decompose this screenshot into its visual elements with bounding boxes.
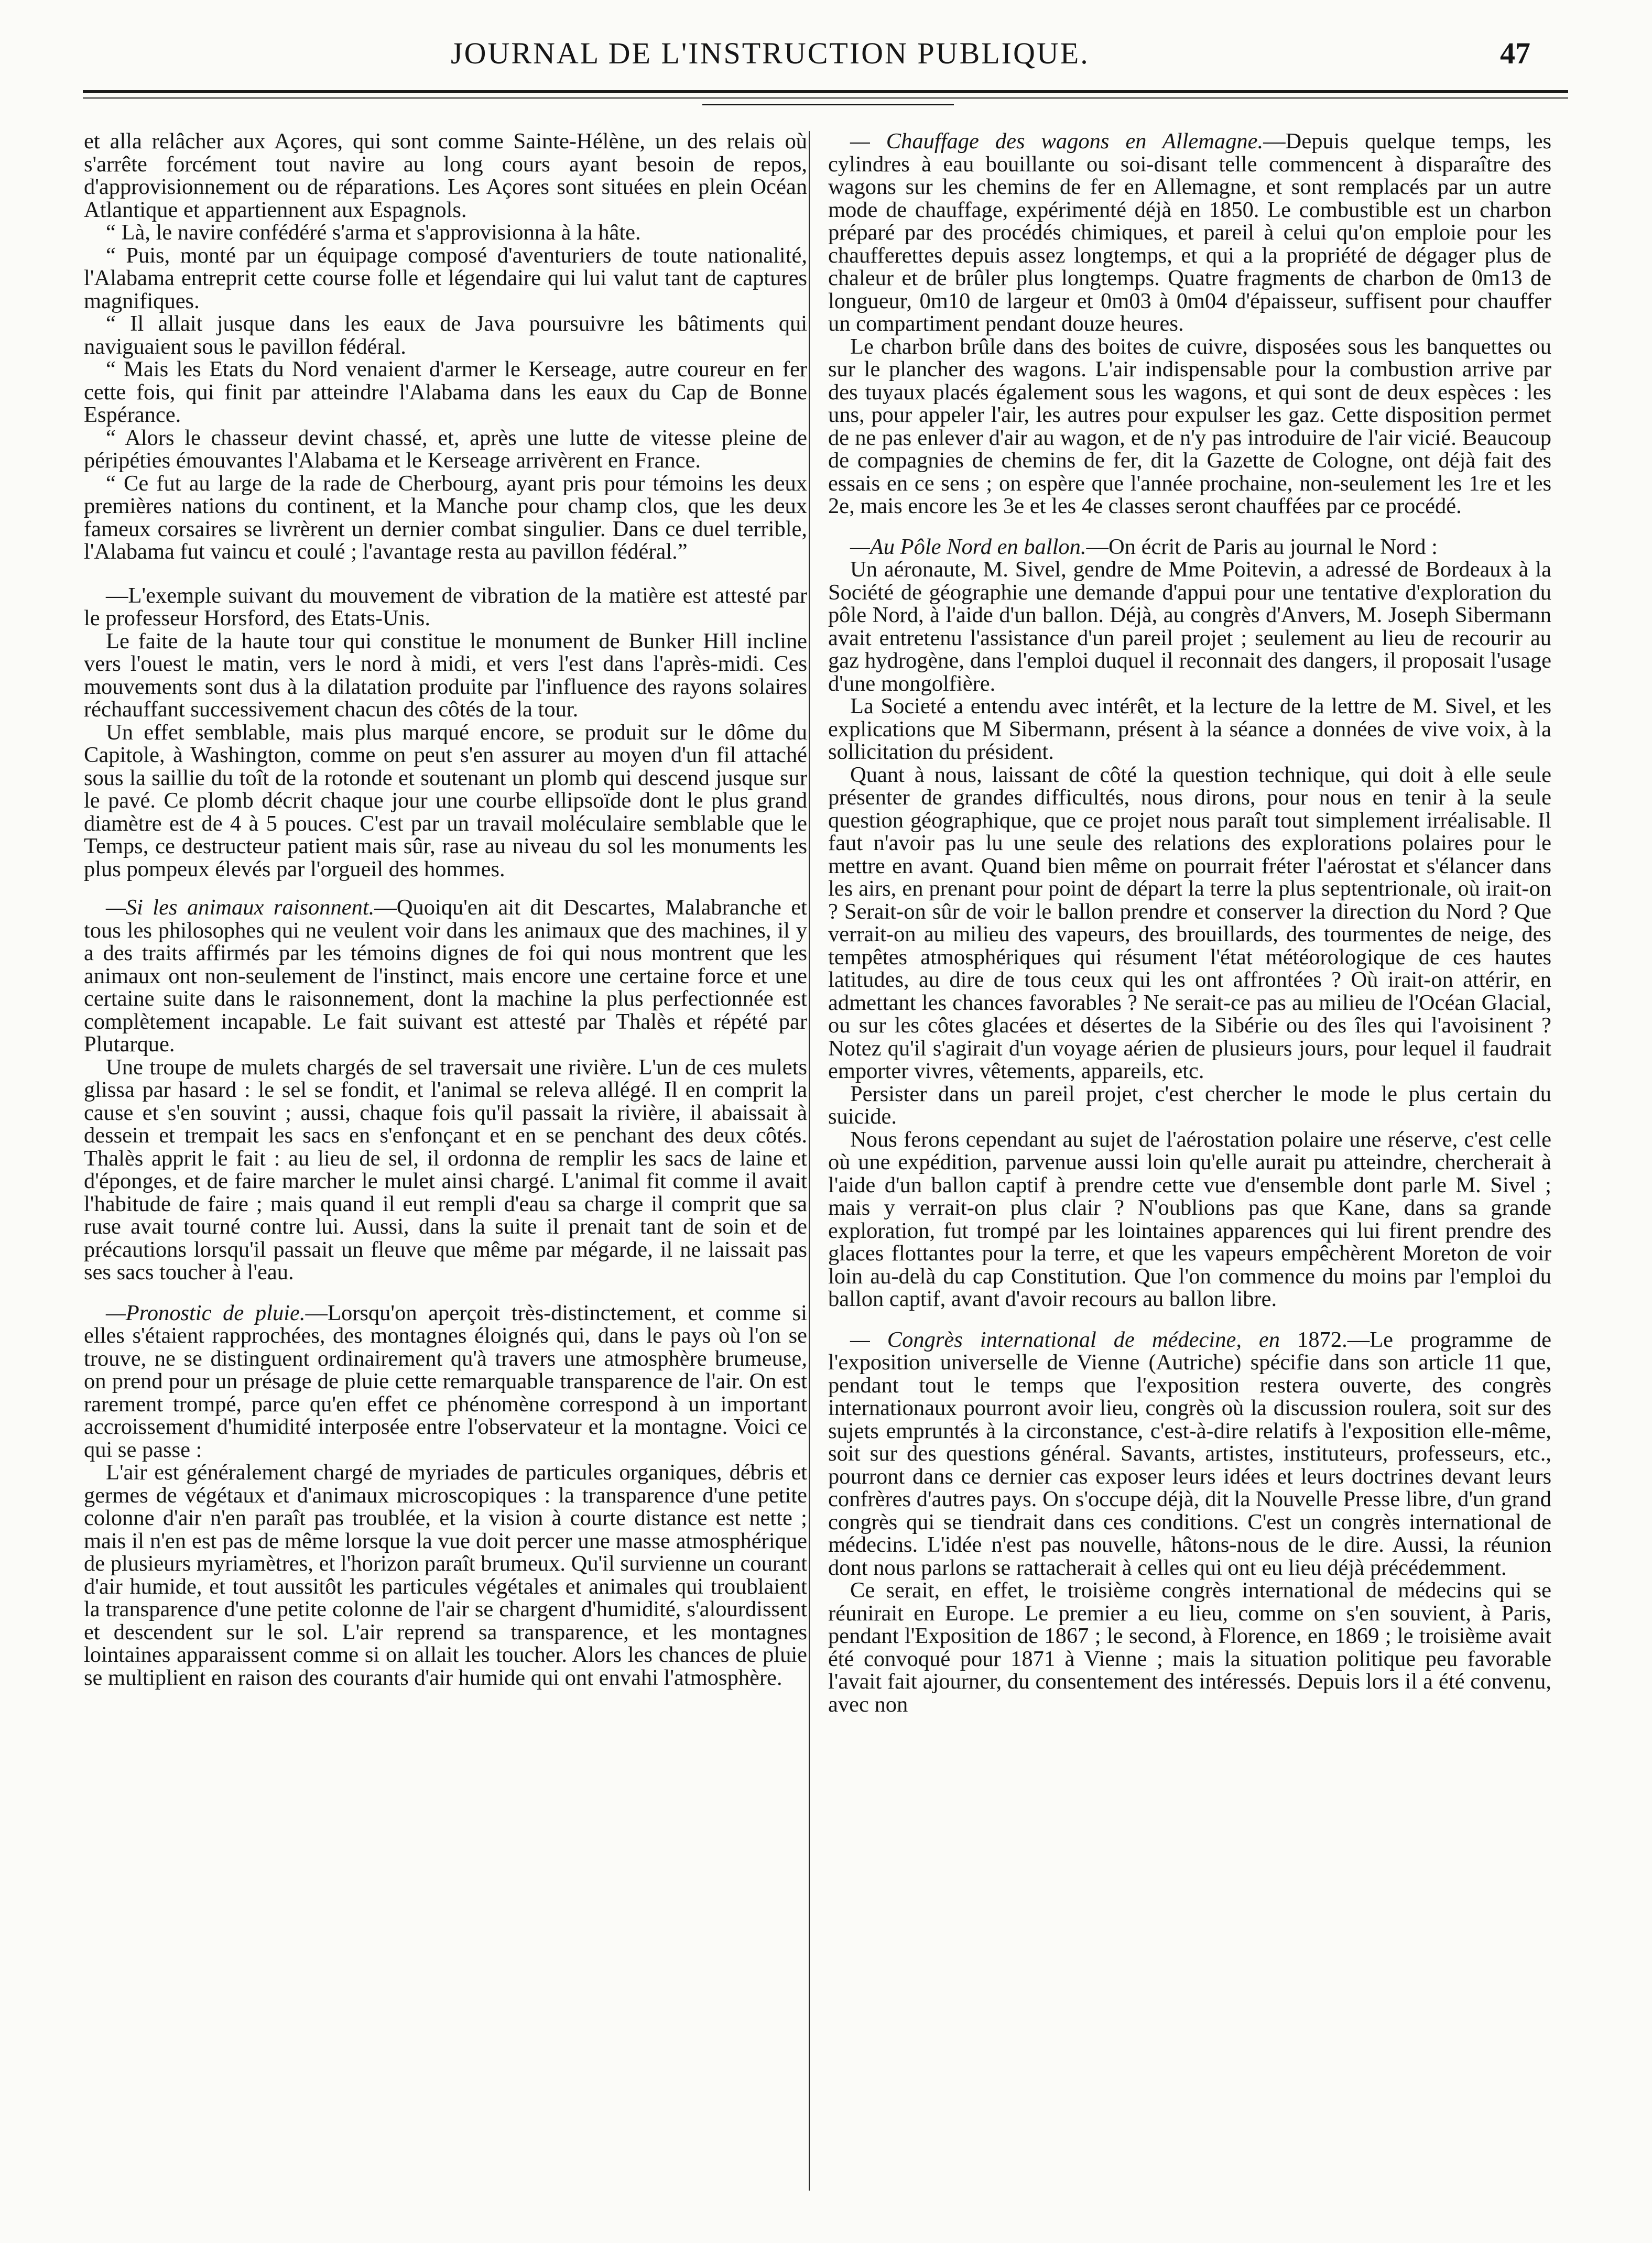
page-number: 47	[1500, 36, 1530, 70]
header-rule-thick	[83, 90, 1568, 93]
article-separator	[84, 1284, 807, 1302]
paragraph: Le charbon brûle dans des boites de cuivre, disposées sous les banquettes ou sur le plancher des wagons. L'air indispensable pour la combustion arrive par des tuyaux placés également sous les wagons, et qui sont de deux espèces : les uns, pour appeler l'air, les autres pour expulser les gaz. Cette disposition permet de ne pas enlever d'air au wagon, et de n'y pas introduire de l'air vicié. Beaucoup de compagnies de chemins de fer, dit la Gazette de Cologne, ont déjà fait des essais en ce sens ; on espère que l'année prochaine, non-seulement les 1re et les 2e, mais encore les 3e et les 4e classes seront chauffées par ce procédé.	[828, 334, 1551, 518]
article-heading: — Chauffage des wagons en Allemagne.	[850, 129, 1264, 154]
paragraph	[84, 1302, 807, 1462]
paragraph: La Societé a entendu avec intérêt, et la lecture de la lettre de M. Sivel, et les explications que M Sibermann, présent à la séance a données de vive voix, à la sollicitation du président.	[828, 694, 1551, 764]
paragraph	[828, 536, 1551, 559]
right-column	[828, 130, 1551, 1716]
paragraph: Le faite de la haute tour qui constitue le monument de Bunker Hill incline vers l'ouest le matin, vers le nord à midi, et vers l'est dans l'après-midi. Ces mouvements sont dus à la dilatation produite par l'influence des rayons solaires réchauffant successivement chacun des côtés de la tour.	[84, 628, 807, 722]
paragraph: Une troupe de mulets chargés de sel traversait une rivière. L'un de ces mulets glissa par hasard : le sel se fondit, et l'animal se releva allégé. Il en comprit la cause et s'en souvint ; aussi, chaque fois qu'il passait la rivière, il abaissait à dessein et trempait les sacs en s'enfonçant et en se penchant des deux côtés. Thalès apprit le fait : au lieu de sel, il ordonna de remplir les sacs de laine et d'éponges, et de faire marcher le mulet ainsi chargé. L'animal fit comme il avait l'habitude de faire ; mais quand il eut rempli d'eau sa charge il comprit que sa ruse avait tourné contre lui. Aussi, dans la suite il prenait tant de soin et de précautions lorsqu'il passait un fleuve que même par mégarde, il ne laissait pas ses sacs toucher à l'eau.	[84, 1054, 807, 1284]
paragraph-text: —Lorsqu'on aperçoit très-distinctement, et comme si elles s'étaient rapprochées, des montagnes éloignés qui, dans le pays où l'on se trouve, ne se distinguent ordinairement qu'à travers une atmosphère brumeuse, on prend pour un présage de pluie cette remarquable transparence de l'air. On est rarement trompé, parce qu'en effet ce phénomène correspond à un important accroissement d'humidité interposée entre l'observateur et la montagne. Voici ce qui se passe :	[84, 1300, 807, 1462]
paragraph	[84, 896, 807, 1056]
article-separator	[84, 880, 807, 896]
paragraph-text: —Quoiqu'en ait dit Descartes, Malabranche et tous les philosophes qui ne veulent voir dans les animaux que des machines, il y a des traits affirmés par les témoins dignes de foi qui nous montrent que les animaux ont non-seulement de l'instinct, mais encore une certaine force et une certaine suite dans le raisonnement, dont la machine la plus perfectionnée est complètement incapable. Le fait suivant est attesté par Thalès et répété par Plutarque.	[84, 895, 807, 1057]
header-rule-center	[702, 104, 954, 105]
article-separator	[828, 1311, 1551, 1329]
article-separator	[828, 518, 1551, 536]
paragraph: “ Mais les Etats du Nord venaient d'armer le Kerseage, autre coureur en fer cette fois, qui finit par atteindre l'Alabama dans les eaux du Cap de Bonne Espérance.	[84, 357, 807, 427]
paragraph: et alla relâcher aux Açores, qui sont comme Sainte-Hélène, un des relais où s'arrête forcément tout navire au long cours ayant besoin de repos, d'approvisionnement ou de réparations. Les Açores sont situées en plein Océan Atlantique et appartiennent aux Espagnols.	[84, 129, 807, 222]
paragraph: Persister dans un pareil projet, c'est chercher le mode le plus certain du suicide.	[828, 1081, 1551, 1129]
article-vibration	[84, 584, 807, 881]
paragraph: “ Alors le chasseur devint chassé, et, après une lutte de vitesse pleine de péripéties émouvantes l'Alabama et le Kerseage arrivèrent en France.	[84, 425, 807, 473]
paragraph-text: —Depuis quelque temps, les cylindres à eau bouillante ou soi-disant telle commencent à disparaître des wagons sur les chemins de fer en Allemagne, et sont remplacés par un autre mode de chauffage, expérimenté déjà en 1850. Le combustible est un charbon préparé par des procédés chimiques, et pareil à celui qu'on emploie pour les chaufferettes depuis assez longtemps, et qui a la propriété de dégager plus de chaleur et de brûler plus longtemps. Quatre fragments de charbon de 0m13 de longueur, 0m10 de largeur et 0m03 à 0m04 d'épaisseur, suffisent pour chauffer un compartiment pendant douze heures.	[828, 129, 1551, 336]
left-column	[84, 130, 807, 1689]
article-animaux	[84, 896, 807, 1284]
column-divider	[809, 131, 810, 2191]
article-congres	[828, 1329, 1551, 1716]
journal-title: JOURNAL DE L'INSTRUCTION PUBLIQUE.	[451, 36, 1090, 70]
running-head	[0, 31, 1652, 89]
paragraph: Nous ferons cependant au sujet de l'aérostation polaire une réserve, c'est celle où une expédition, parvenue aussi loin qu'elle aurait pu atteindre, chercherait à l'aide d'un ballon captif à prendre cette vue d'ensemble dont parle M. Sivel ; mais y verrait-on plus clair ? N'oublions pas que Kane, dans sa grande exploration, fut trompé par les lointaines apparences qui lui firent prendre des glaces flottantes pour la terre, et que les vapeurs empêchèrent Moreton de voir loin au-delà du cap Constitution. Que l'on commence du moins par l'emploi du ballon captif, avant d'avoir recours au ballon libre.	[828, 1127, 1551, 1311]
paragraph: Quant à nous, laissant de côté la question technique, qui doit à elle seule présenter de grandes difficultés, nous dirons, pour nous en tenir à la seule question géographique, que ce projet nous paraît tout simplement irréalisable. Il faut n'avoir pas lu une seule des relations des explorations polaires pour le mettre en avant. Quand bien même on pourrait fréter l'aérostat et s'élancer dans les airs, en prenant pour point de départ la terre la plus septentrionale, où irait-on ? Serait-on sûr de voir le ballon prendre et conserver la direction du Nord ? Que verrait-on au milieu des vapeurs, des brouillards, des tourmentes de neige, des tempêtes atmosphériques qui résument l'état météorologique de ces hautes latitudes, au dire de tous ceux qui les ont affrontées ? Où irait-on attérir, en admettant les chances favorables ? Ne serait-ce pas au milieu de l'Océan Glacial, ou sur les côtes glacées et désertes de la Sibérie ou des îles qui l'avoisinent ? Notez qu'il s'agirait d'un voyage aérien de plusieurs jours, pour lequel il faudrait emporter vivres, vêtements, appareils, etc.	[828, 762, 1551, 1083]
paragraph: Un aéronaute, M. Sivel, gendre de Mme Poitevin, a adressé de Bordeaux à la Société de géographie une demande d'appui pour une tentative d'exploration du pôle Nord, à l'aide d'un ballon. Déjà, au congrès d'Anvers, M. Joseph Sibermann avait entretenu l'assistance d'un pareil projet ; seulement au lieu de recourir au gaz hydrogène, dans l'emploi duquel il reconnait des dangers, il proposait l'usage d'une mongolfière.	[828, 557, 1551, 696]
article-heading: —Pronostic de pluie.	[106, 1300, 306, 1325]
paragraph: “ Ce fut au large de la rade de Cherbourg, ayant pris pour témoins les deux premières nations du continent, et la Manche pour champ clos, que les deux fameux corsaires se livrèrent un dernier combat singulier. Dans ce duel terrible, l'Alabama fut vaincu et coulé ; l'avantage resta au pavillon fédéral.”	[84, 471, 807, 564]
article-chauffage	[828, 130, 1551, 518]
article-heading-year: 1872.	[1297, 1327, 1347, 1352]
article-alabama	[84, 130, 807, 563]
paragraph-text: —On écrit de Paris au journal le Nord :	[1086, 534, 1438, 559]
article-pluie	[84, 1302, 807, 1690]
paragraph: “ Puis, monté par un équipage composé d'aventuriers de toute nationalité, l'Alabama entreprit cette course folle et légendaire qui lui valut tant de captures magnifiques.	[84, 243, 807, 313]
paragraph: Ce serait, en effet, le troisième congrès international de médecins qui se réunirait en Europe. Le premier a eu lieu, comme on s'en souvient, à Paris, pendant l'Exposition de 1867 ; le second, à Florence, en 1869 ; le troisième avait été convoqué pour 1871 à Vienne ; mais la situation politique peu favorable l'avait fait ajourner, du consentement des intéressés. Depuis lors il a été convenu, avec non	[828, 1578, 1551, 1717]
paragraph: “ Il allait jusque dans les eaux de Java poursuivre les bâtiments qui naviguaient sous le pavillon fédéral.	[84, 311, 807, 359]
paragraph-text: —Le programme de l'exposition universelle de Vienne (Autriche) spécifie dans son article 11 que, pendant tout le temps que l'exposition restera ouverte, des congrès internationaux pourront avoir lieu, congrès où la discussion roulera, soit sur des sujets empruntés à la circonstance, c'est-à-dire relatifs à l'exposition elle-même, soit sur des questions général. Savants, artistes, instituteurs, professeurs, etc., pourront dans ce dernier cas exposer leurs idées et leurs doctrines devant leurs confrères d'autres pays. On s'occupe déjà, dit la Nouvelle Presse libre, d'un grand congrès qui se tiendrait dans ces conditions. C'est un congrès international de médecins. L'idée n'est pas nouvelle, hâtons-nous de le dire. Aussi, la réunion dont nous parlons se rattacherait à celles qui ont eu lieu déjà précédemment.	[828, 1327, 1552, 1580]
paragraph: L'air est généralement chargé de myriades de particules organiques, débris et germes de végétaux et d'animaux microscopiques : la transparence d'une petite colonne d'air n'en paraît pas troublée, et la vision à courte distance est nette ; mais il n'en est pas de même lorsque la vue doit percer une masse atmosphérique de plusieurs myriamètres, et l'horizon paraît brumeux. Qu'il survienne un courant d'air humide, et tout aussitôt les particules végétales et animales qui troublaient la transparence d'une petite colonne de l'air se chargent d'humidité, s'alourdissent et descendent sur le sol. L'air reprend sa transparence, et les montagnes lointaines apparaissent comme si on allait les toucher. Alors les chances de pluie se multiplient en raison des courants d'air humide qui ont envahi l'atmosphère.	[84, 1460, 807, 1690]
article-heading: — Congrès international de médecine, en	[850, 1327, 1280, 1352]
paragraph: “ Là, le navire confédéré s'arma et s'approvisionna à la hâte.	[106, 220, 641, 245]
article-separator	[84, 563, 807, 584]
article-heading: —Au Pôle Nord en ballon.	[850, 534, 1086, 559]
paragraph	[828, 1329, 1551, 1580]
article-pole-nord	[828, 536, 1551, 1311]
header-rule-thin	[83, 97, 1568, 99]
paragraph: Un effet semblable, mais plus marqué encore, se produit sur le dôme du Capitole, à Washington, comme on peut s'en assurer au moyen d'un fil attaché sous la saillie du toît de la rotonde et soutenant un plomb qui descend jusque sur le pavé. Ce plomb décrit chaque jour une courbe ellipsoïde dont le plus grand diamètre est de 4 à 5 pouces. C'est par un travail moléculaire semblable que le Temps, ce destructeur patient mais sûr, rase au niveau du sol les monuments les plus pompeux élevés par l'orgueil des hommes.	[84, 720, 807, 881]
paragraph	[828, 130, 1551, 335]
paragraph: —L'exemple suivant du mouvement de vibration de la matière est attesté par le professeur Horsford, des Etats-Unis.	[84, 583, 807, 630]
article-heading: —Si les animaux raisonnent.	[106, 895, 375, 920]
